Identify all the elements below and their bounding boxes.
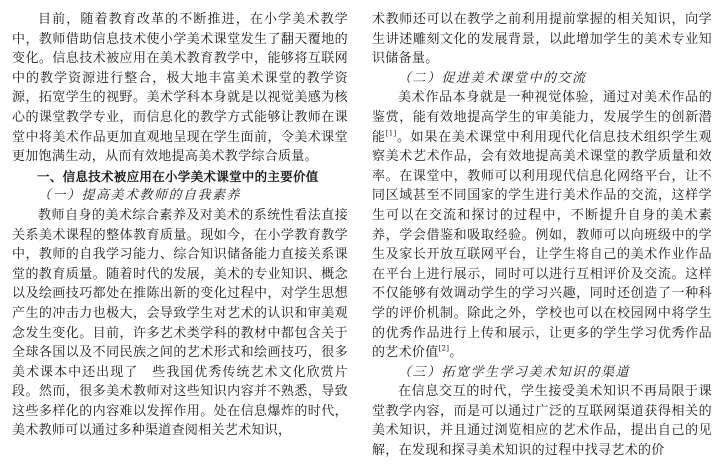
subsection-3-paragraph: 在信息交互的时代，学生接受美术知识不再局限于课堂教学内容，而是可以通过广泛的互联网渠道获得相关的美术知识，并且通过浏览相应的艺术作品，提出自己的见解，在发现和探寻美术知识的过程中找寻艺术的价 bbox=[372, 384, 712, 459]
subsection-2-paragraph bbox=[372, 88, 712, 362]
subsection-heading-1: （一）提高美术教师的自我素养 bbox=[38, 188, 242, 204]
left-column bbox=[12, 10, 348, 441]
subsection-1-paragraph: 教师自身的美术综合素养及对美术的系统性看法直接关系美术课程的整体教育质量。现如今，在小学教育教学中，教师的自我学习能力、综合知识储备能力直接关系课堂的教育质量。随着时代的发展，美术的专业知识、概念以及绘画技巧都处在推陈出新的变化过程中，对学生思想产生的冲击力也极大，会导致学生对艺术的认识和审美观念发生变化。目前，许多艺术类学科的教材中都包含关于全球各国以及不同民族之间的艺术形式和绘画技巧，很多美术课本中还出现了 些我国优秀传统艺术文化欣赏片段。然而，很多美术教师对这些知识内容并不熟悉，导致这些多样化的内容难以发挥作用。处在信息爆炸的时代，美术教师可以通过多种渠道查阅相关艺术知识， bbox=[12, 207, 348, 439]
citation-1: [1] bbox=[385, 129, 397, 138]
subsection-2-text-c: 。 bbox=[449, 345, 463, 361]
subsection-heading-3: （三）拓宽学生学习美术知识的渠道 bbox=[398, 364, 631, 380]
intro-paragraph: 目前，随着教育改革的不断推进，在小学美术教学中，教师借助信息技术使小学美术课堂发生了翻天覆地的变化。信息技术被应用在美术教育教学中，能够将互联网中的教学资源进行整合，极大地丰富美术课堂的教学资源，拓宽学生的视野。美术学科本身就是以视觉美感为核心的课堂教学专业，而信息化的教学方式能够让教师在课堂中将美术作品更加直观地呈现在学生面前，令美术课堂更加饱满生动，从而有效地提高美术教学综合质量。 bbox=[12, 12, 348, 165]
subsection-2-text-a: 美术作品本身就是一种视觉体验，通过对美术作品的鉴赏，能有效地提高学生的审美能力，发展学生的创新潜能 bbox=[372, 90, 712, 145]
right-column bbox=[372, 10, 712, 461]
subsection-heading-2: （二）促进美术课堂中的交流 bbox=[398, 70, 587, 86]
citation-2: [2] bbox=[438, 344, 450, 353]
section-heading: 一、信息技术被应用在小学美术课堂中的主要价值 bbox=[37, 168, 319, 184]
continued-paragraph: 术教师还可以在教学之前利用提前掌握的相关知识，向学生讲述雕刻文化的发展背景，以此增加学生的美术专业知识储备量。 bbox=[372, 12, 712, 67]
subsection-2-text-b: 。如果在美术课堂中利用现代化信息技术组织学生观察美术艺术作品，会有效地提高美术课堂的教学质量和效率。在课堂中，教师可以利用现代信息化网络平台，让不同区域甚至不同国家的学生进行美术作品的交流，这样学生可以在交流和探讨的过程中，不断提升自身的美术素养，学会借鉴和吸取经验。例如，教师可以向班级中的学生及家长开放互联网平台，让学生将自己的美术作业作品在平台上进行展示，同时可以进行互相评价及交流。这样不仅能够有效调动学生的学习兴趣，同时还创造了一种科学的评价机制。除此之外，学校也可以在校园网中将学生的优秀作品进行上传和展示，让更多的学生学习优秀作品的艺术价值 bbox=[372, 129, 712, 361]
